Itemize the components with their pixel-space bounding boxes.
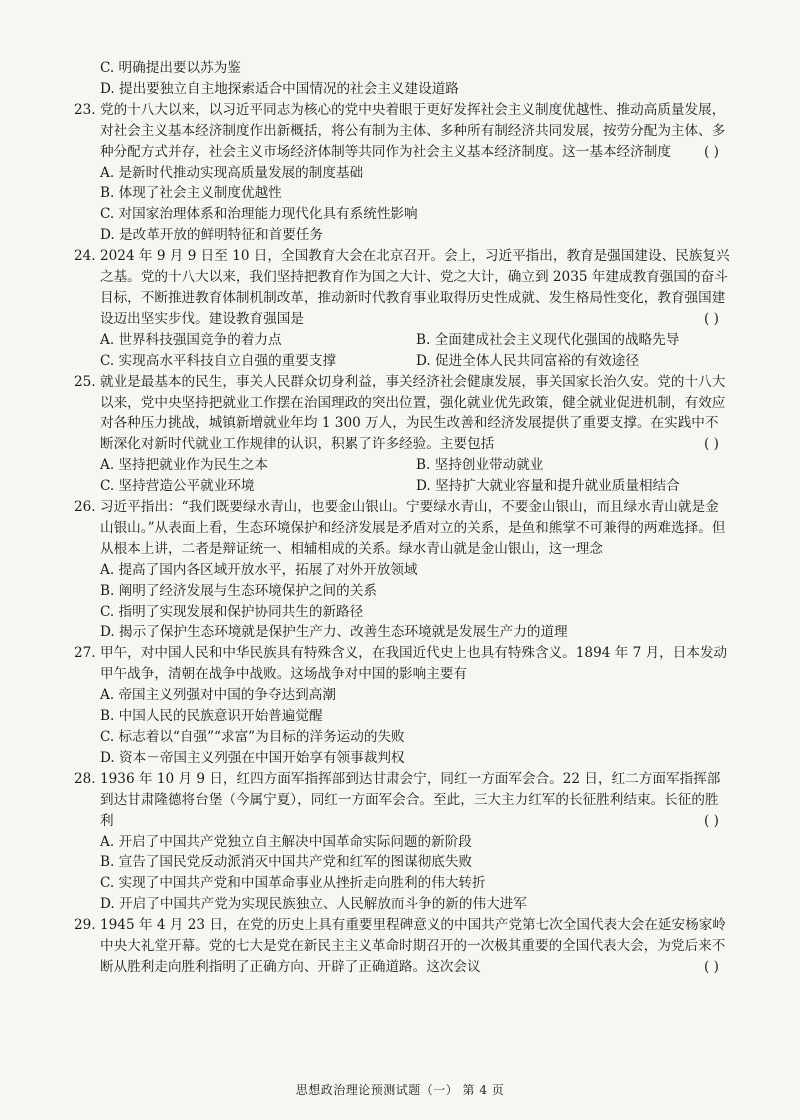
question-29 [74,915,732,978]
option-c: C. 实现了中国共产党和中国革命事业从挫折走向胜利的伟大转折 [100,875,486,892]
answer-blank: ( ) [704,436,719,453]
option-d: D. 揭示了保护生态环境就是保护生产力、改善生态环境就是发展生产力的道理 [100,624,568,641]
option-b: B. 全面建成社会主义现代化强国的战略先导 [416,331,680,348]
option-a: A. 提高了国内各区域开放水平，拓展了对外开放领域 [100,561,418,578]
question-text: 党的十八大以来，以习近平同志为核心的党中央着眼于更好发挥社会主义制度优越性、推动高质量发展，对社会主义基本经济制度作出新概括，将公有制为主体、多种所有制经济共同发展，按劳分配为主体、多种分配方式并存，社会主义市场经济体制等共同作为社会主义基本经济制度。这一基本经济制度 [100,101,726,160]
question-text: 2024 年 9 月 9 日至 10 日，全国教育大会在北京召开。会上，习近平指出，教育是强国建设、民族复兴之基。党的十八大以来，我们坚持把教育作为国之大计、党之大计，确立到 2035 年建成教育强国的奋斗目标，不断推进教育体制机制改革，推动新时代教育事业取得历史性成就、发生格局性变化，教育强国建设迈出坚实步伐。建设教育强国是 [100,248,730,327]
question-number: 25. [74,373,96,390]
answer-blank: ( ) [704,143,719,160]
question-stem [74,497,732,560]
options-grid [100,455,732,497]
question-stem [74,100,732,163]
option-b: B. 坚持创业带动就业 [416,457,544,474]
question-text: 1936 年 10 月 9 日，红四方面军指挥部到达甘肃会宁，同红一方面军会合。22 日，红二方面军指挥部到达甘肃隆德将台堡（今属宁夏），同红一方面军会合。至此，三大主力红军的长征胜利结束。长征的胜利 [100,770,721,829]
question-24 [74,246,732,371]
option-d: D. 是改革开放的鲜明特征和首要任务 [100,227,323,244]
options-grid [100,330,732,372]
option-a: A. 世界科技强国竞争的着力点 [100,331,282,348]
option-d: D. 资本－帝国主义列强在中国开始享有领事裁判权 [100,749,405,766]
option-d: D. 促进全体人民共同富裕的有效途径 [416,352,639,369]
question-stem [74,769,732,832]
option-b: B. 宣告了国民党反动派消灭中国共产党和红军的图谋彻底失败 [100,854,473,871]
question-stem [74,643,732,685]
question-number: 23. [74,101,96,118]
question-text: 习近平指出：“我们既要绿水青山，也要金山银山。宁要绿水青山，不要金山银山，而且绿水青山就是金山银山。”从表面上看，生态环境保护和经济发展是矛盾对立的关系，是鱼和熊掌不可兼得的两难选择。但从根本上讲，二者是辩证统一、相辅相成的关系。绿水青山就是金山银山，这一理念 [100,499,726,557]
option-b: B. 中国人民的民族意识开始普遍觉醒 [100,708,323,725]
question-number: 27. [74,645,96,662]
option-d: D. 坚持扩大就业容量和提升就业质量相结合 [416,478,680,495]
option-c: C. 实现高水平科技自立自强的重要支撑 [100,352,337,369]
option-a: A. 帝国主义列强对中国的争夺达到高潮 [100,687,336,704]
previous-question-options [100,58,732,100]
option-a: A. 开启了中国共产党独立自主解决中国革命实际问题的新阶段 [100,833,472,850]
option-c: C. 坚持营造公平就业环境 [100,478,255,495]
option-c: C. 对国家治理体系和治理能力现代化具有系统性影响 [100,206,418,223]
question-number: 26. [74,499,96,516]
answer-blank: ( ) [704,958,719,975]
question-27 [74,643,732,768]
answer-blank: ( ) [704,310,719,327]
page-footer: 思想政治理论预测试题（一） 第 4 页 [295,1083,505,1097]
option-c: C. 明确提出要以苏为鉴 [100,60,241,76]
question-26 [74,497,732,643]
option-b: B. 体现了社会主义制度优越性 [100,185,282,202]
question-23 [74,100,732,246]
option-a: A. 坚持把就业作为民生之本 [100,457,268,474]
question-stem [74,246,732,330]
option-d: D. 提出要独立自主地探索适合中国情况的社会主义建设道路 [100,80,459,97]
option-b: B. 阐明了经济发展与生态环境保护之间的关系 [100,582,377,599]
question-number: 28. [74,770,96,787]
option-c: C. 指明了实现发展和保护协同共生的新路径 [100,603,364,620]
option-c: C. 标志着以“自强”“求富”为目标的洋务运动的失败 [100,729,405,745]
question-number: 24. [74,248,96,265]
question-text: 就业是最基本的民生，事关人民群众切身利益，事关经济社会健康发展，事关国家长治久安。党的十八大以来，党中央坚持把就业工作摆在治国理政的突出位置，强化就业优先政策，健全就业促进机制，有效应对各种压力挑战，城镇新增就业年均 1 300 万人，为民生改善和经济发展提供了重要支撑。在实践中不断深化对新时代就业工作规律的认识，积累了许多经验。主要包括 [100,373,726,453]
option-d: D. 开启了中国共产党为实现民族独立、人民解放而斗争的新的伟大进军 [100,896,527,913]
answer-blank: ( ) [704,812,719,829]
question-number: 29. [74,917,96,934]
question-text: 甲午，对中国人民和中华民族具有特殊含义，在我国近代史上也具有特殊含义。1894 年 7 月，日本发动甲午战争，清朝在战争中战败。这场战争对中国的影响主要有 [100,645,728,683]
question-25 [74,372,732,497]
question-stem [74,915,732,978]
option-a: A. 是新时代推动实现高质量发展的制度基础 [100,164,364,181]
question-28 [74,769,732,915]
question-text: 1945 年 4 月 23 日，在党的历史上具有重要里程碑意义的中国共产党第七次全国代表大会在延安杨家岭中央大礼堂开幕。党的七大是党在新民主主义革命时期召开的一次极其重要的全国代表大会，为党后来不断从胜利走向胜利指明了正确方向、开辟了正确道路。这次会议 [100,917,726,975]
question-stem [74,372,732,456]
